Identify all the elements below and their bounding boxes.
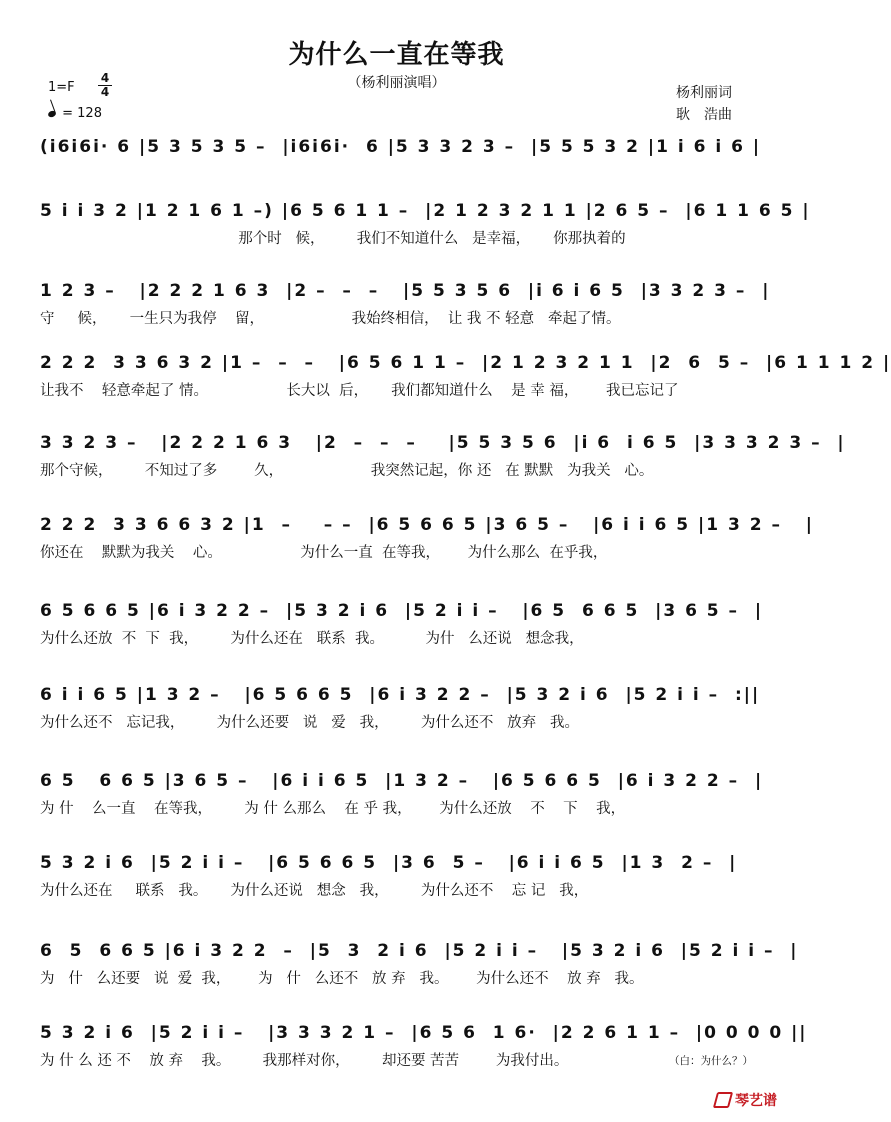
tempo-marking: [48, 106, 102, 121]
score-row: [40, 430, 846, 490]
notation-line: 6 5 6 6 5 |3 6 5 – |6 i i 6 5 |1 3 2 – |6 5 6 6 5 |6 i 3 2 2 – |: [40, 771, 764, 791]
watermark-text: 琴艺谱: [735, 1093, 777, 1109]
lyrics-line: 让我不 轻意牵起了 情。 长大以 后， 我们都知道什么 是 幸 福， 我已忘记了: [40, 383, 679, 399]
notation-line: 6 5 6 6 5 |6 i 3 2 2 – |5 3 2 i 6 |5 2 i i – |6 5 6 6 5 |3 6 5 – |: [40, 601, 764, 621]
watermark-logo-icon: [713, 1092, 733, 1108]
notation-line: 6 5 6 6 5 |6 i 3 2 2 – |5 3 2 i 6 |5 2 i i – |5 3 2 i 6 |5 2 i i – |: [40, 941, 799, 961]
score-row: [40, 278, 771, 338]
meter-top: 4: [100, 71, 110, 85]
composer-credit: 耿 浩曲: [676, 107, 732, 123]
score-row: [40, 1020, 808, 1080]
score-row: [40, 850, 754, 910]
score-row: [40, 938, 799, 998]
lyrics-line: 为什么还不 忘记我， 为什么还要 说 爱 我， 为什么还不 放弃 我。: [40, 715, 579, 731]
lyrics-line: [40, 164, 754, 186]
lyrics-line: 那个守候， 不知过了多 久， 我突然记起，你 还 在 默默 为我关 心。: [40, 463, 654, 479]
notation-line: (i6i6i· 6 |5 3 5 3 5 – |i6i6i· 6 |5 3 3 2 3 – |5 5 5 3 2 |1 i 6 i 6 |: [40, 137, 762, 157]
notation-line: 5 3 2 i 6 |5 2 i i – |6 5 6 6 5 |3 6 5 – |6 i i 6 5 |1 3 2 – |: [40, 853, 738, 873]
score-row: [40, 350, 891, 410]
lyricist-credit: 杨利丽词: [676, 85, 732, 101]
lyrics-line: 那个时 候， 我们不知道什么 是幸福， 你那执着的: [40, 231, 626, 247]
notation-line: 1 2 3 – |2 2 2 1 6 3 |2 – – – |5 5 3 5 6 |i 6 i 6 5 |3 3 2 3 – |: [40, 281, 771, 301]
notation-line: 3 3 2 3 – |2 2 2 1 6 3 |2 – – – |5 5 3 5 6 |i 6 i 6 5 |3 3 3 2 3 – |: [40, 433, 846, 453]
notation-line: 2 2 2 3 3 6 6 3 2 |1 – – – |6 5 6 6 5 |3 6 5 – |6 i i 6 5 |1 3 2 – |: [40, 515, 814, 535]
score-row: [40, 198, 811, 258]
lyrics-line: 为什么还在 联系 我。 为什么还说 想念 我， 为什么还不 忘 记 我，: [40, 883, 589, 899]
lyrics-line: 为 什 么还要 说 爱 我， 为 什 么还不 放 弃 我。 为什么还不 放 弃 我。: [40, 971, 644, 987]
lyrics-line: 你还在 默默为我关 心。 为什么一直 在等我， 为什么那么 在乎我，: [40, 545, 608, 561]
tempo-value: = 128: [62, 106, 102, 121]
notation-line: 5 i i 3 2 |1 2 1 6 1 –) |6 5 6 1 1 – |2 1 2 3 2 1 1 |2 6 5 – |6 1 1 6 5 |: [40, 201, 811, 221]
lyrics-line: 为 什 么一直 在等我， 为 什 么那么 在 乎 我， 为什么还放 不 下 我，: [40, 801, 626, 817]
lyrics-line: 为 什 么 还 不 放 弃 我。 我那样对你， 却还要 苦苦 为我付出。: [40, 1053, 569, 1069]
notation-line: 2 2 2 3 3 6 3 2 |1 – – – |6 5 6 1 1 – |2 1 2 3 2 1 1 |2 6 5 – |6 1 1 1 2 |: [40, 353, 891, 373]
notation-line: 5 3 2 i 6 |5 2 i i – |3 3 3 2 1 – |6 5 6 1 6· |2 2 6 1 1 – |0 0 0 0 ||: [40, 1023, 808, 1043]
lyrics-line: 守 候， 一生只为我停 留， 我始终相信， 让 我 不 轻意 牵起了情。: [40, 311, 621, 327]
meter-bottom: 4: [100, 85, 110, 99]
song-subtitle: （杨利丽演唱）: [347, 75, 446, 91]
score-row: [40, 682, 761, 742]
site-watermark: [715, 1090, 777, 1110]
time-signature: [98, 72, 112, 99]
key-signature: 1=F: [48, 80, 75, 95]
lyrics-line: 为什么还放 不 下 我， 为什么还在 联系 我。 为什 么还说 想念我，: [40, 631, 584, 647]
notation-line: 6 i i 6 5 |1 3 2 – |6 5 6 6 5 |6 i 3 2 2 – |5 3 2 i 6 |5 2 i i – :||: [40, 685, 761, 705]
score-row: [40, 134, 762, 194]
quarter-note-icon: [47, 110, 57, 118]
song-title: 为什么一直在等我: [288, 40, 505, 70]
score-row: [40, 512, 814, 572]
spoken-aside: （白：为什么？）: [669, 1055, 753, 1067]
score-row: [40, 598, 764, 658]
score-row: [40, 768, 764, 828]
